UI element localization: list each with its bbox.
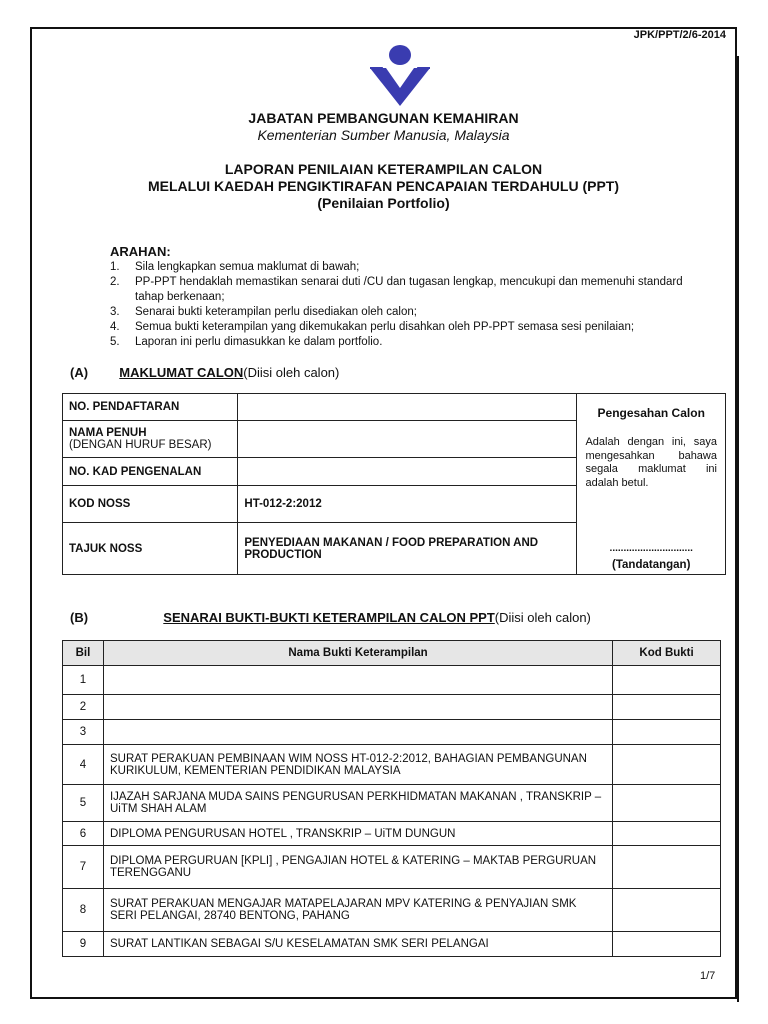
page-number: 1/7 xyxy=(700,970,716,982)
kod-noss-value[interactable]: HT-012-2:2012 xyxy=(238,486,577,523)
nama-penuh-label: NAMA PENUH (DENGAN HURUF BESAR) xyxy=(63,421,238,458)
section-b-heading xyxy=(70,610,591,625)
table-row: 9 SURAT LANTIKAN SEBAGAI S/U KESELAMATAN SMK SERI PELANGAI xyxy=(63,932,721,957)
section-b-note: (Diisi oleh calon) xyxy=(494,610,591,625)
page-edge-rule xyxy=(737,56,739,1002)
tajuk-noss-value[interactable]: PENYEDIAAN MAKANAN / FOOD PREPARATION AND PRODUCTION xyxy=(238,523,577,575)
signature-heading: Pengesahan Calon xyxy=(597,406,705,420)
table-row: 3 xyxy=(63,720,721,745)
evidence-code-cell[interactable] xyxy=(613,889,721,932)
evidence-code-cell[interactable] xyxy=(613,932,721,957)
section-a-note: (Diisi oleh calon) xyxy=(243,365,340,380)
evidence-name-cell[interactable] xyxy=(103,720,612,745)
evidence-name-cell[interactable]: SURAT PERAKUAN PEMBINAAN WIM NOSS HT-012-2:2012, BAHAGIAN PEMBANGUNAN KURIKULUM, KEMENTERIAN PENDIDIKAN MALAYSIA xyxy=(103,745,612,785)
evidence-code-cell[interactable] xyxy=(613,822,721,846)
table-row: 5 IJAZAH SARJANA MUDA SAINS PENGURUSAN PERKHIDMATAN MAKANAN , TRANSKRIP – UiTM SHAH ALAM xyxy=(63,785,721,822)
report-title xyxy=(30,161,737,212)
instruction-item: 3. Senarai bukti keterampilan perlu disediakan oleh calon; xyxy=(110,306,417,318)
table-row: 4 SURAT PERAKUAN PEMBINAAN WIM NOSS HT-012-2:2012, BAHAGIAN PEMBANGUNAN KURIKULUM, KEMENTERIAN PENDIDIKAN MALAYSIA xyxy=(63,745,721,785)
ministry-name: Kementerian Sumber Manusia, Malaysia xyxy=(257,127,510,143)
title-line-3: (Penilaian Portfolio) xyxy=(317,195,450,211)
evidence-name-cell[interactable] xyxy=(103,695,612,720)
instruction-item: 2. PP-PPT hendaklah memastikan senarai duti /CU dan tugasan lengkap, mencukupi dan memenuhi standard tahap berkenaan; xyxy=(110,276,683,303)
no-kad-label: NO. KAD PENGENALAN xyxy=(63,458,238,486)
evidence-code-cell[interactable] xyxy=(613,846,721,889)
evidence-code-cell[interactable] xyxy=(613,785,721,822)
evidence-code-cell[interactable] xyxy=(613,745,721,785)
nama-penuh-sublabel: (DENGAN HURUF BESAR) xyxy=(69,439,212,451)
agency-name: JABATAN PEMBANGUNAN KEMAHIRAN xyxy=(248,110,519,126)
evidence-name-cell[interactable]: SURAT LANTIKAN SEBAGAI S/U KESELAMATAN SMK SERI PELANGAI xyxy=(103,932,612,957)
evidence-name-cell[interactable]: SURAT PERAKUAN MENGAJAR MATAPELAJARAN MPV KATERING & PENYAJIAN SMK SERI PELANGAI, 28740 BENTONG, PAHANG xyxy=(103,889,612,932)
instruction-item: 1. Sila lengkapkan semua maklumat di bawah; xyxy=(110,261,360,273)
table-row: 8 SURAT PERAKUAN MENGAJAR MATAPELAJARAN MPV KATERING & PENYAJIAN SMK SERI PELANGAI, 28740 BENTONG, PAHANG xyxy=(63,889,721,932)
evidence-name-cell[interactable]: DIPLOMA PERGURUAN [KPLI] , PENGAJIAN HOTEL & KATERING – MAKTAB PERGURUAN TERENGGANU xyxy=(103,846,612,889)
title-line-1: LAPORAN PENILAIAN KETERAMPILAN CALON xyxy=(224,161,543,177)
instructions-list xyxy=(110,260,710,350)
no-pendaftaran-label: NO. PENDAFTARAN xyxy=(63,394,238,421)
no-pendaftaran-field[interactable] xyxy=(238,394,577,421)
signature-statement: Adalah dengan ini, saya mengesahkan bahawa segala maklumat ini adalah betul. xyxy=(585,436,717,489)
evidence-code-cell[interactable] xyxy=(613,695,721,720)
evidence-name-cell[interactable]: IJAZAH SARJANA MUDA SAINS PENGURUSAN PERKHIDMATAN MAKANAN , TRANSKRIP – UiTM SHAH ALAM xyxy=(103,785,612,822)
tajuk-noss-label: TAJUK NOSS xyxy=(63,523,238,575)
table-row: 2 xyxy=(63,695,721,720)
document-reference: JPK/PPT/2/6-2014 xyxy=(633,29,726,41)
jpk-logo-icon xyxy=(368,42,432,106)
evidence-code-cell[interactable] xyxy=(613,666,721,695)
candidate-info-table xyxy=(62,393,726,575)
section-b-label: (B) xyxy=(70,610,89,625)
candidate-signature-box xyxy=(577,394,726,575)
evidence-table xyxy=(62,640,721,957)
table-row: 1 xyxy=(63,666,721,695)
table-row: 6 DIPLOMA PENGURUSAN HOTEL , TRANSKRIP – UiTM DUNGUN xyxy=(63,822,721,846)
section-b-title: SENARAI BUKTI-BUKTI KETERAMPILAN CALON PPT xyxy=(163,610,495,625)
title-line-2: MELALUI KAEDAH PENGIKTIRAFAN PENCAPAIAN TERDAHULU (PPT) xyxy=(147,178,620,194)
section-a-heading xyxy=(70,365,339,380)
instructions-heading: ARAHAN: xyxy=(110,244,171,259)
col-kod-header: Kod Bukti xyxy=(613,641,721,666)
instruction-item: 4. Semua bukti keterampilan yang dikemukakan perlu disahkan oleh PP-PPT semasa sesi penilaian; xyxy=(110,321,635,333)
instruction-item: 5. Laporan ini perlu dimasukkan ke dalam portfolio. xyxy=(110,336,383,348)
table-row: 7 DIPLOMA PERGURUAN [KPLI] , PENGAJIAN HOTEL & KATERING – MAKTAB PERGURUAN TERENGGANU xyxy=(63,846,721,889)
signature-label: (Tandatangan) xyxy=(612,559,691,571)
evidence-name-cell[interactable]: DIPLOMA PENGURUSAN HOTEL , TRANSKRIP – UiTM DUNGUN xyxy=(103,822,612,846)
section-a-label: (A) xyxy=(70,365,89,380)
evidence-code-cell[interactable] xyxy=(613,720,721,745)
nama-penuh-field[interactable] xyxy=(238,421,577,458)
evidence-name-cell[interactable] xyxy=(103,666,612,695)
signature-line[interactable]: .............................. xyxy=(609,543,693,554)
col-bil-header: Bil xyxy=(63,641,104,666)
col-nama-header: Nama Bukti Keterampilan xyxy=(103,641,612,666)
section-a-title: MAKLUMAT CALON xyxy=(119,365,244,380)
kod-noss-label: KOD NOSS xyxy=(63,486,238,523)
no-kad-field[interactable] xyxy=(238,458,577,486)
